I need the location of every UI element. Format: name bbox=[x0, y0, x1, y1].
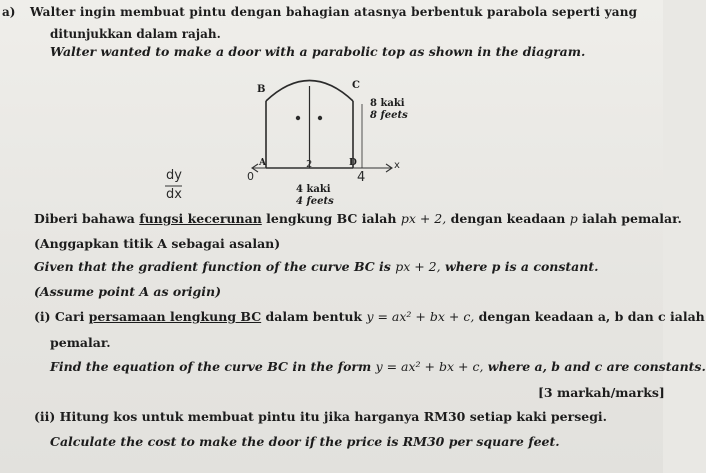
handwritten-dx: dx bbox=[166, 187, 182, 202]
assume-malay: (Anggapkan titik A sebagai asalan) bbox=[34, 236, 281, 251]
part-i-malay-line-2: pemalar. bbox=[50, 335, 111, 350]
given-malay bbox=[34, 211, 682, 226]
right-handle bbox=[318, 116, 322, 120]
part-i-malay-a: (i) Cari bbox=[34, 309, 89, 324]
given-malay-p: p bbox=[569, 211, 578, 226]
given-english-part-b: where p is a constant. bbox=[440, 259, 599, 274]
part-i-english-a: Find the equation of the curve BC in the form bbox=[50, 359, 376, 374]
left-handle bbox=[296, 116, 300, 120]
given-malay-part-a: Diberi bahawa bbox=[34, 211, 140, 226]
malay-intro-line-1: Walter ingin membuat pintu dengan bahagian atasnya berbentuk parabola seperti yang bbox=[30, 5, 638, 19]
part-i-malay-underlined: persamaan lengkung BC bbox=[88, 309, 262, 324]
given-english bbox=[34, 259, 599, 274]
handwritten-four: 4 bbox=[357, 170, 366, 185]
height-label-malay: 8 kaki bbox=[370, 98, 405, 109]
handwritten-dy: dy bbox=[166, 168, 182, 183]
handwritten-two: 2 bbox=[306, 159, 313, 170]
given-english-part-a: Given that the gradient function of the curve BC is bbox=[34, 259, 396, 274]
point-c-label: C bbox=[352, 80, 360, 91]
given-english-expression: px + 2, bbox=[395, 259, 441, 274]
part-i-malay-c: dengan keadaan a, b dan c ialah bbox=[474, 309, 705, 324]
point-d-label: D bbox=[349, 158, 357, 168]
part-i-malay-expression: y = ax² + bx + c, bbox=[366, 309, 475, 324]
given-malay-expression: px + 2, bbox=[400, 211, 447, 226]
part-i-english-b: where a, b and c are constants. bbox=[483, 359, 706, 374]
question-label: a) bbox=[2, 5, 16, 19]
given-malay-part-c: dengan keadaan bbox=[446, 211, 570, 226]
part-i-english-expression: y = ax² + bx + c, bbox=[375, 359, 484, 374]
width-label-english: 4 feets bbox=[296, 196, 334, 207]
english-intro: Walter wanted to make a door with a parabolic top as shown in the diagram. bbox=[50, 44, 586, 59]
part-i-malay bbox=[34, 309, 705, 324]
marks-label: [3 markah/marks] bbox=[538, 385, 665, 400]
given-malay-part-b: lengkung BC ialah bbox=[261, 211, 401, 226]
handwritten-zero: 0 bbox=[247, 170, 254, 183]
given-malay-part-d: ialah pemalar. bbox=[577, 211, 682, 226]
point-a-label: A bbox=[259, 158, 266, 168]
part-i-english bbox=[50, 359, 706, 374]
assume-english: (Assume point A as origin) bbox=[34, 284, 222, 299]
given-malay-underlined: fungsi kecerunan bbox=[139, 211, 262, 226]
height-label-english: 8 feets bbox=[370, 110, 408, 121]
part-ii-english: Calculate the cost to make the door if the price is RM30 per square feet. bbox=[50, 434, 560, 449]
handwritten-x-mark: x bbox=[394, 160, 400, 171]
part-ii-malay: (ii) Hitung kos untuk membuat pintu itu jika harganya RM30 setiap kaki persegi. bbox=[34, 409, 608, 424]
malay-intro-line-2: ditunjukkan dalam rajah. bbox=[50, 27, 221, 41]
point-b-label: B bbox=[257, 84, 266, 95]
part-i-malay-b: dalam bentuk bbox=[261, 309, 367, 324]
width-label-malay: 4 kaki bbox=[296, 184, 331, 195]
